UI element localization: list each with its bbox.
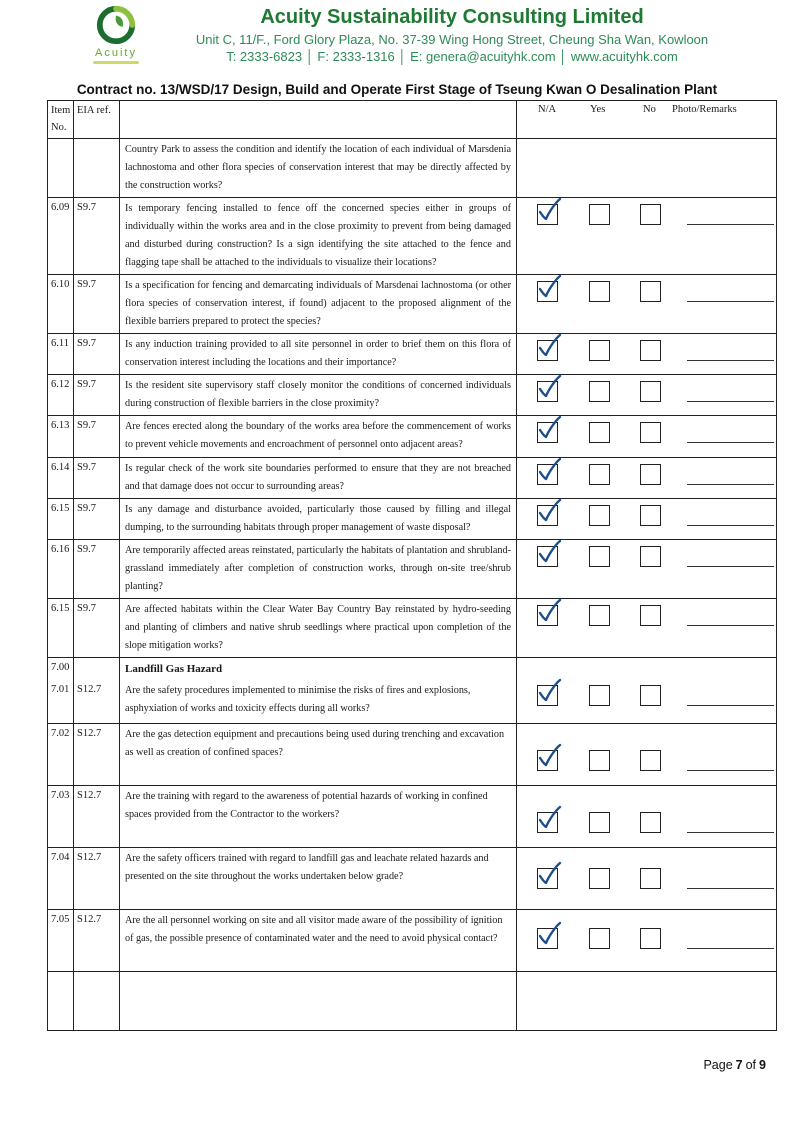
checkbox-yes[interactable] — [589, 928, 610, 949]
table-row — [48, 275, 776, 334]
table-row — [48, 334, 776, 375]
row-answers — [517, 972, 776, 1030]
row-eia-ref: S9.7 — [74, 375, 120, 415]
checkmark-icon — [535, 415, 563, 442]
row-question: Is the resident site supervisory staff closely monitor the conditions of concerned individuals during construction of flexible barriers in the close proximity? — [120, 375, 517, 415]
table-row — [48, 499, 776, 540]
checklist-table — [47, 100, 777, 1031]
checkmark-icon — [535, 598, 563, 625]
checkbox-na[interactable] — [537, 340, 558, 361]
checkbox-na[interactable] — [537, 928, 558, 949]
row-eia-ref: S12.7 — [74, 724, 120, 785]
col-no: No — [643, 104, 656, 115]
checkmark-icon — [535, 374, 563, 401]
checkbox-na[interactable] — [537, 685, 558, 706]
checkbox-yes[interactable] — [589, 605, 610, 626]
checkmark-icon — [535, 743, 563, 770]
checkmark-icon — [535, 197, 563, 224]
checkmark-icon — [535, 274, 563, 301]
checkbox-no[interactable] — [640, 204, 661, 225]
checkbox-no[interactable] — [640, 281, 661, 302]
row-question: Are the training with regard to the awareness of potential hazards of working in confined spaces provided from the Contractor to the workers? — [120, 786, 517, 847]
row-answers — [517, 275, 776, 333]
table-row — [48, 540, 776, 599]
checkbox-na[interactable] — [537, 381, 558, 402]
row-answers — [517, 499, 776, 539]
row-answers — [517, 540, 776, 598]
row-eia-ref: S9.7 — [74, 334, 120, 374]
col-yes: Yes — [590, 104, 606, 115]
page-total: 9 — [759, 1058, 766, 1072]
table-header-row — [48, 101, 776, 139]
row-answers — [517, 198, 776, 274]
page-label: Page — [703, 1058, 733, 1072]
remarks-line — [687, 832, 774, 833]
checkbox-na[interactable] — [537, 546, 558, 567]
row-item-no: 7.02 — [48, 724, 74, 785]
remarks-line — [687, 401, 774, 402]
row-eia-ref: S9.7 — [74, 275, 120, 333]
row-answers — [517, 334, 776, 374]
checkmark-icon — [535, 457, 563, 484]
row-item-no — [48, 139, 74, 197]
row-question: Are the all personnel working on site and all visitor made aware of the possibility of ignition of gas, the possible presence of contaminated water and the need to avoid physical contact? — [120, 910, 517, 971]
remarks-line — [687, 888, 774, 889]
table-row — [48, 658, 776, 680]
checkbox-na[interactable] — [537, 204, 558, 225]
row-item-no: 7.04 — [48, 848, 74, 909]
remarks-line — [687, 525, 774, 526]
remarks-line — [687, 566, 774, 567]
col-item-line1: Item — [51, 105, 71, 116]
row-item-no: 7.00 — [48, 658, 74, 680]
company-name: Acuity Sustainability Consulting Limited — [260, 6, 644, 28]
row-answers — [517, 416, 776, 457]
table-row — [48, 198, 776, 275]
table-row — [48, 724, 776, 786]
col-question — [120, 101, 517, 138]
checkbox-yes[interactable] — [589, 340, 610, 361]
checkbox-no[interactable] — [640, 868, 661, 889]
row-eia-ref: S9.7 — [74, 416, 120, 457]
col-na: N/A — [538, 104, 557, 115]
checkbox-na[interactable] — [537, 868, 558, 889]
checkbox-yes[interactable] — [589, 281, 610, 302]
remarks-line — [687, 224, 774, 225]
table-row — [48, 848, 776, 910]
row-question: Is regular check of the work site boundaries performed to ensure that they are not breached and that damage does not occur to surrounding areas? — [120, 458, 517, 498]
row-answers — [517, 375, 776, 415]
row-eia-ref: S9.7 — [74, 599, 120, 657]
checkmark-icon — [535, 921, 563, 948]
row-item-no: 6.13 — [48, 416, 74, 457]
remarks-line — [687, 625, 774, 626]
table-row — [48, 458, 776, 499]
checkbox-yes[interactable] — [589, 812, 610, 833]
checkbox-no[interactable] — [640, 505, 661, 526]
company-contact: T: 2333-6823 │ F: 2333-1316 │ E: genera@acuityhk.com │ www.acuityhk.com — [226, 49, 678, 64]
table-row — [48, 139, 776, 198]
logo-text: Acuity — [95, 47, 137, 59]
row-item-no: 6.10 — [48, 275, 74, 333]
row-answers — [517, 910, 776, 971]
row-eia-ref: S12.7 — [74, 910, 120, 971]
remarks-line — [687, 705, 774, 706]
table-row — [48, 786, 776, 848]
row-item-no: 7.05 — [48, 910, 74, 971]
checkmark-icon — [535, 805, 563, 832]
table-body — [48, 139, 776, 1030]
row-item-no: 6.15 — [48, 599, 74, 657]
row-question: Are temporarily affected areas reinstated, particularly the habitats of plantation and shrubland-grassland immediately after completion of construction works, through on-site tree/shrub planting? — [120, 540, 517, 598]
row-question — [120, 972, 517, 1030]
row-eia-ref — [74, 972, 120, 1030]
row-eia-ref: S9.7 — [74, 540, 120, 598]
row-item-no: 6.11 — [48, 334, 74, 374]
row-item-no: 7.01 — [48, 680, 74, 723]
row-question: Are affected habitats within the Clear Water Bay Country Bay reinstated by hydro-seeding and planting of climbers and native shrub seedlings where practical upon completion of the slope mitigation works? — [120, 599, 517, 657]
row-answers — [517, 599, 776, 657]
row-eia-ref: S12.7 — [74, 848, 120, 909]
remarks-line — [687, 948, 774, 949]
col-item-no — [48, 101, 74, 138]
row-eia-ref: S12.7 — [74, 786, 120, 847]
row-eia-ref: S9.7 — [74, 458, 120, 498]
table-row — [48, 416, 776, 458]
remarks-line — [687, 442, 774, 443]
row-item-no: 6.09 — [48, 198, 74, 274]
document-title: Contract no. 13/WSD/17 Design, Build and Operate First Stage of Tseung Kwan O Desalination Plant — [76, 82, 718, 97]
row-question: Are the safety officers trained with regard to landfill gas and leachate related hazards and presented on the site throughout the works undertaken below grade? — [120, 848, 517, 909]
checkbox-no[interactable] — [640, 750, 661, 771]
checkbox-na[interactable] — [537, 812, 558, 833]
row-answers — [517, 139, 776, 197]
checkbox-na[interactable] — [537, 605, 558, 626]
row-question: Are the gas detection equipment and precautions being used during trenching and excavation as well as creation of confined spaces? — [120, 724, 517, 785]
checkbox-na[interactable] — [537, 464, 558, 485]
company-address: Unit C, 11/F., Ford Glory Plaza, No. 37-39 Wing Hong Street, Cheung Sha Wan, Kowloon — [195, 32, 709, 47]
remarks-line — [687, 301, 774, 302]
checkmark-icon — [535, 333, 563, 360]
row-question: Landfill Gas Hazard — [120, 658, 517, 680]
checkbox-yes[interactable] — [589, 546, 610, 567]
checkbox-yes[interactable] — [589, 868, 610, 889]
row-eia-ref: S9.7 — [74, 499, 120, 539]
row-answers — [517, 658, 776, 680]
checkbox-na[interactable] — [537, 505, 558, 526]
row-item-no: 6.14 — [48, 458, 74, 498]
col-item-line2: No. — [51, 122, 67, 133]
row-eia-ref: S12.7 — [74, 680, 120, 723]
row-question: Are fences erected along the boundary of the works area before the commencement of works to prevent vehicle movements and encroachment of personnel onto adjacent areas? — [120, 416, 517, 457]
row-eia-ref: S9.7 — [74, 198, 120, 274]
checkbox-no[interactable] — [640, 605, 661, 626]
checkbox-no[interactable] — [640, 685, 661, 706]
col-photo-remarks: Photo/Remarks — [672, 104, 737, 115]
row-eia-ref — [74, 139, 120, 197]
row-answers — [517, 680, 776, 723]
col-answers — [517, 101, 776, 138]
page-number: 7 — [735, 1058, 743, 1072]
checkbox-yes[interactable] — [589, 381, 610, 402]
row-answers — [517, 458, 776, 498]
row-item-no — [48, 972, 74, 1030]
page-footer — [703, 1058, 766, 1072]
row-item-no: 7.03 — [48, 786, 74, 847]
row-item-no: 6.12 — [48, 375, 74, 415]
checkbox-yes[interactable] — [589, 464, 610, 485]
checkbox-na[interactable] — [537, 750, 558, 771]
col-eia-ref: EIA ref. — [74, 101, 120, 138]
row-answers — [517, 786, 776, 847]
checkbox-no[interactable] — [640, 546, 661, 567]
checkbox-no[interactable] — [640, 464, 661, 485]
table-row — [48, 599, 776, 658]
row-question: Are the safety procedures implemented to minimise the risks of fires and explosions, asphyxiation of works and toxicity effects during all works? — [120, 680, 517, 723]
checkmark-icon — [535, 498, 563, 525]
remarks-line — [687, 484, 774, 485]
checkbox-no[interactable] — [640, 381, 661, 402]
checkbox-yes[interactable] — [589, 204, 610, 225]
table-row — [48, 680, 776, 724]
table-row — [48, 375, 776, 416]
checkbox-na[interactable] — [537, 422, 558, 443]
row-question: Is temporary fencing installed to fence off the concerned species either in groups of individually within the works area and in the close proximity to prevent from being damaged and disturbed during construction? Is a sign identifying the site attached to the fence and flagging tape shall be attached to the individuals to visualize their locations? — [120, 198, 517, 274]
checkbox-no[interactable] — [640, 812, 661, 833]
checkmark-icon — [535, 861, 563, 888]
checkbox-yes[interactable] — [589, 685, 610, 706]
checkbox-yes[interactable] — [589, 422, 610, 443]
remarks-line — [687, 770, 774, 771]
checkbox-no[interactable] — [640, 340, 661, 361]
row-question: Country Park to assess the condition and identify the location of each individual of Marsdenia lachnostoma and other flora species of conservation interest that may be directly affected by the construction works? — [120, 139, 517, 197]
checkbox-na[interactable] — [537, 281, 558, 302]
row-answers — [517, 724, 776, 785]
table-row — [48, 910, 776, 972]
row-question: Is any induction training provided to all site personnel in order to brief them on this flora of conservation interest including the locations and their importance? — [120, 334, 517, 374]
header-text-block — [130, 6, 774, 64]
checkmark-icon — [535, 678, 563, 705]
row-item-no: 6.15 — [48, 499, 74, 539]
row-item-no: 6.16 — [48, 540, 74, 598]
row-question: Is any damage and disturbance avoided, particularly those caused by filling and illegal dumping, to the surrounding habitats through proper management of waste disposal? — [120, 499, 517, 539]
checkbox-no[interactable] — [640, 928, 661, 949]
row-question: Is a specification for fencing and demarcating individuals of Marsdenai lachnostoma (or other flora species of conservation interest, if found) adjacent to the proposed alignment of the flexible barriers prepared to protect the species? — [120, 275, 517, 333]
page-of-label: of — [745, 1058, 757, 1072]
table-row — [48, 972, 776, 1030]
checkbox-yes[interactable] — [589, 505, 610, 526]
checkmark-icon — [535, 539, 563, 566]
checkbox-yes[interactable] — [589, 750, 610, 771]
remarks-line — [687, 360, 774, 361]
checkbox-no[interactable] — [640, 422, 661, 443]
row-eia-ref — [74, 658, 120, 680]
row-answers — [517, 848, 776, 909]
